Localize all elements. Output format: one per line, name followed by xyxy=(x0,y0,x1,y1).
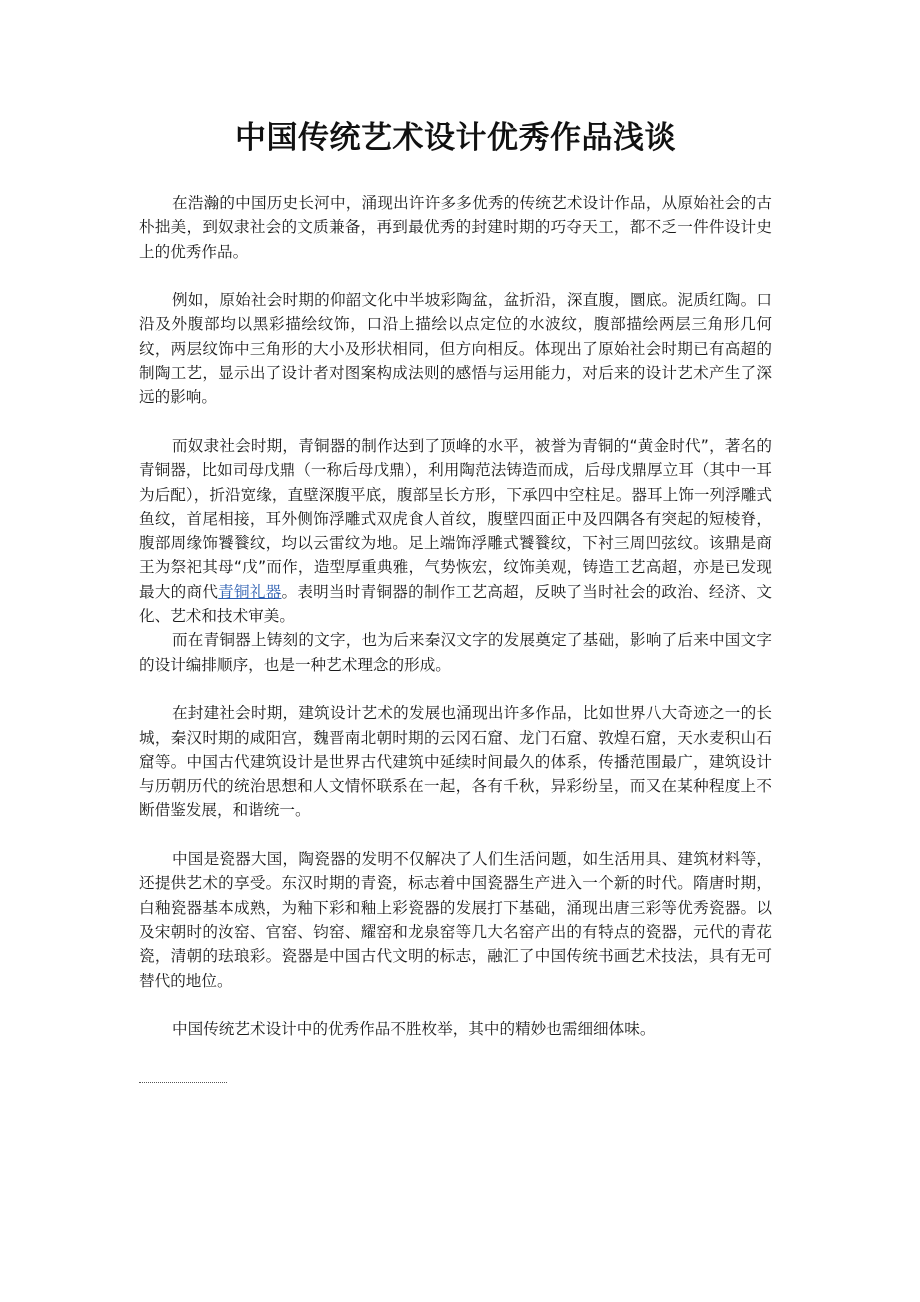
paragraph-bronze xyxy=(139,434,772,628)
paragraph-bronze-text: 而奴隶社会时期，青铜器的制作达到了顶峰的水平，被誉为青铜的“黄金时代”，著名的青铜器，比如司母戊鼎（一称后母戊鼎），利用陶范法铸造而成，后母戊鼎厚立耳（其中一耳为后配），折沿宽缘，直壁深腹平底，腹部呈长方形，下承四中空柱足。器耳上饰一列浮雕式鱼纹，首尾相接，耳外侧饰浮雕式双虎食人首纹，腹壁四面正中及四隅各有突起的短棱脊，腹部周缘饰饕餮纹，均以云雷纹为地。足上端饰浮雕式饕餮纹，下衬三周凹弦纹。该鼎是商王为祭祀其母“戊”而作，造型厚重典雅，气势恢宏，纹饰美观，铸造工艺高超，亦是已发现最大的商代 xyxy=(139,436,772,601)
document-page xyxy=(139,0,772,1041)
paragraph-porcelain: 中国是瓷器大国，陶瓷器的发明不仅解决了人们生活问题，如生活用具、建筑材料等，还提供艺术的享受。东汉时期的青瓷，标志着中国瓷器生产进入一个新的时代。隋唐时期，白釉瓷器基本成熟，为釉下彩和釉上彩瓷器的发展打下基础，涌现出唐三彩等优秀瓷器。以及宋朝时的汝窑、官窑、钧窑、耀窑和龙泉窑等几大名窑产出的有特点的瓷器，元代的青花瓷，清朝的珐琅彩。瓷器是中国古代文明的标志，融汇了中国传统书画艺术技法，具有无可替代的地位。 xyxy=(139,850,772,990)
paragraph-inscriptions: 而在青铜器上铸刻的文字，也为后来秦汉文字的发展奠定了基础，影响了后来中国文字的设计编排顺序，也是一种艺术理念的形成。 xyxy=(139,631,772,674)
footer-divider xyxy=(139,1082,227,1083)
paragraph-pottery: 例如，原始社会时期的仰韶文化中半坡彩陶盆，盆折沿，深直腹，圜底。泥质红陶。口沿及外腹部均以黑彩描绘纹饰，口沿上描绘以点定位的水波纹，腹部描绘两层三角形几何纹，两层纹饰中三角形的大小及形状相同，但方向相反。体现出了原始社会时期已有高超的制陶工艺，显示出了设计者对图案构成法则的感悟与运用能力，对后来的设计艺术产生了深远的影响。 xyxy=(139,291,772,407)
paragraph-intro: 在浩瀚的中国历史长河中，涌现出许许多多优秀的传统艺术设计作品，从原始社会的古朴拙美，到奴隶社会的文质兼备，再到最优秀的封建时期的巧夺天工，都不乏一件件设计史上的优秀作品。 xyxy=(139,194,772,261)
paragraph-bronze-text-end: 。表明当时青铜器的制作工艺高超，反映了当时社会的政治、经济、文化、艺术和技术审美。 xyxy=(139,582,772,626)
paragraph-architecture: 在封建社会时期，建筑设计艺术的发展也涌现出许多作品，比如世界八大奇迹之一的长城，秦汉时期的咸阳宫，魏晋南北朝时期的云冈石窟、龙门石窟、敦煌石窟，天水麦积山石窟等。中国古代建筑设计是世界古代建筑中延续时间最久的体系，传播范围最广，建筑设计与历朝历代的统治思想和人文情怀联系在一起，各有千秋，异彩纷呈，而又在某种程度上不断借鉴发展，和谐统一。 xyxy=(139,704,772,820)
paragraph-conclusion: 中国传统艺术设计中的优秀作品不胜枚举，其中的精妙也需细细体味。 xyxy=(172,1020,656,1039)
page-title: 中国传统艺术设计优秀作品浅谈 xyxy=(235,120,676,156)
bronze-ritual-vessel-link[interactable]: 青铜礼器 xyxy=(218,582,282,601)
